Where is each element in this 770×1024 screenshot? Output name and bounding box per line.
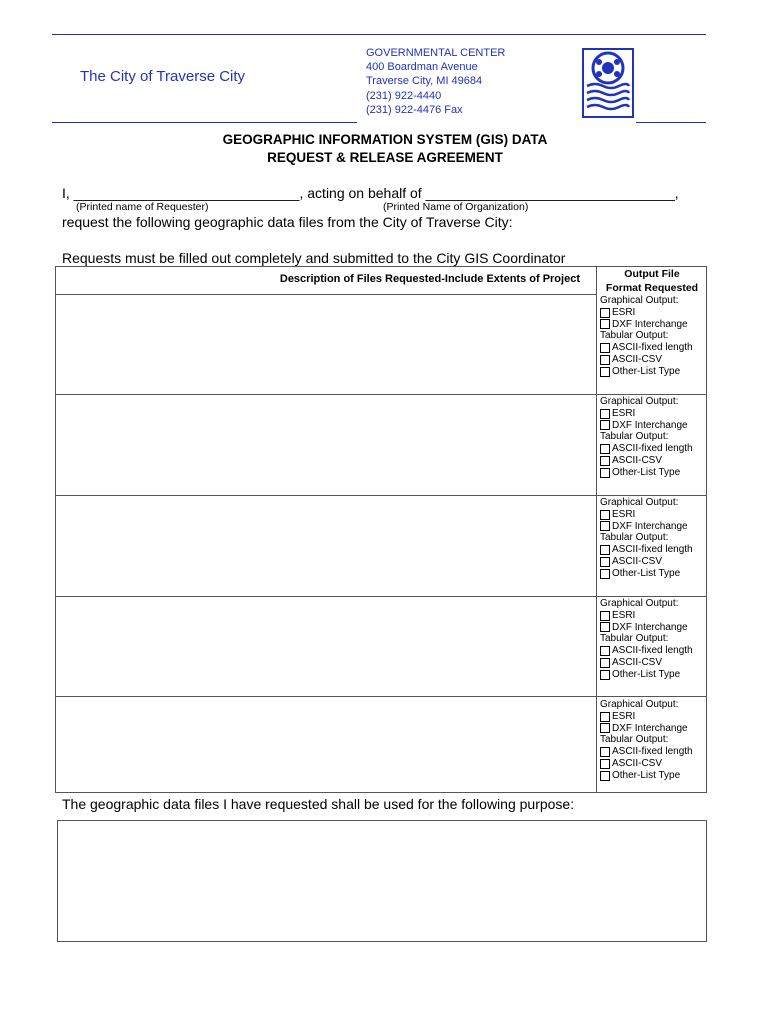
format-options-5: Graphical Output: ESRI DXF Interchange Tabular Output: ASCII-fixed length ASCII-CSV Other-List Type [600,699,693,781]
address-block [366,46,505,117]
address-line: Traverse City, MI 49684 [366,75,483,88]
dxf-checkbox[interactable] [600,622,610,632]
ascii-csv-checkbox[interactable] [600,557,610,567]
description-cell-3[interactable] [56,496,596,596]
header-top-rule [52,34,706,35]
esri-checkbox[interactable] [600,712,610,722]
ascii-fixed-checkbox[interactable] [600,343,610,353]
other-type-checkbox[interactable] [600,468,610,478]
graphical-output-label: Graphical Output: [600,598,679,609]
graphical-output-label: Graphical Output: [600,497,679,508]
header-bottom-rule-right [636,122,706,123]
esri-checkbox[interactable] [600,409,610,419]
other-type-checkbox[interactable] [600,771,610,781]
ascii-fixed-checkbox[interactable] [600,444,610,454]
graphical-output-label: Graphical Output: [600,699,679,710]
output-format-column-header: Output File Format Requested [605,268,699,294]
tabular-output-label: Tabular Output: [600,532,669,544]
form-title-line2: REQUEST & RELEASE AGREEMENT [267,150,503,165]
tabular-output-label: Tabular Output: [600,330,669,342]
address-line: (231) 922-4476 Fax [366,103,463,116]
address-line: GOVERNMENTAL CENTER [366,47,506,59]
city-logo [582,48,634,118]
dxf-checkbox[interactable] [600,521,610,531]
tabular-output-label: Tabular Output: [600,633,669,645]
format-options-3: Graphical Output: ESRI DXF Interchange Tabular Output: ASCII-fixed length ASCII-CSV Other-List Type [600,497,693,579]
other-type-checkbox[interactable] [600,367,610,377]
other-type-checkbox[interactable] [600,569,610,579]
address-line: 400 Boardman Avenue [366,61,478,74]
dxf-checkbox[interactable] [600,319,610,329]
purpose-text-box[interactable] [57,820,707,942]
requester-label: (Printed name of Requester) [76,201,209,213]
form-title-line1: GEOGRAPHIC INFORMATION SYSTEM (GIS) DATA [222,132,548,147]
city-name: The City of Traverse City [80,68,246,85]
table-column-divider [596,266,597,793]
description-cell-1[interactable] [56,295,596,394]
ascii-fixed-checkbox[interactable] [600,747,610,757]
instructions: Requests must be filled out completely and submitted to the City GIS Coordinator [62,250,566,266]
description-cell-2[interactable] [56,395,596,495]
format-options-1: Graphical Output: ESRI DXF Interchange Tabular Output: ASCII-fixed length ASCII-CSV Other-List Type [600,295,693,377]
dxf-checkbox[interactable] [600,723,610,733]
graphical-output-label: Graphical Output: [600,295,679,306]
request-sentence: I, _____________________________, acting on behalf of ________________________________, [62,185,679,201]
purpose-label: The geographic data files I have requested shall be used for the following purpose: [62,796,575,812]
esri-checkbox[interactable] [600,510,610,520]
ascii-fixed-checkbox[interactable] [600,646,610,656]
other-type-checkbox[interactable] [600,670,610,680]
description-column-header: Description of Files Requested-Include Extents of Project [279,273,580,285]
organization-label: (Printed Name of Organization) [383,201,529,213]
requester-name-field[interactable]: _____________________________ [73,185,300,201]
format-options-4: Graphical Output: ESRI DXF Interchange Tabular Output: ASCII-fixed length ASCII-CSV Other-List Type [600,598,693,680]
dxf-checkbox[interactable] [600,420,610,430]
ascii-csv-checkbox[interactable] [600,759,610,769]
organization-name-field[interactable]: ________________________________ [425,185,675,201]
tabular-output-label: Tabular Output: [600,734,669,746]
graphical-output-label: Graphical Output: [600,396,679,407]
description-cell-4[interactable] [56,597,596,696]
tabular-output-label: Tabular Output: [600,431,669,443]
header-bottom-rule-left [52,122,357,123]
address-line: (231) 922-4440 [366,89,442,102]
ascii-csv-checkbox[interactable] [600,355,610,365]
request-line2: request the following geographic data files from the City of Traverse City: [62,214,513,230]
ascii-csv-checkbox[interactable] [600,456,610,466]
format-options-2: Graphical Output: ESRI DXF Interchange Tabular Output: ASCII-fixed length ASCII-CSV Other-List Type [600,396,693,478]
ascii-fixed-checkbox[interactable] [600,545,610,555]
ascii-csv-checkbox[interactable] [600,658,610,668]
description-cell-5[interactable] [56,697,596,792]
esri-checkbox[interactable] [600,611,610,621]
esri-checkbox[interactable] [600,308,610,318]
